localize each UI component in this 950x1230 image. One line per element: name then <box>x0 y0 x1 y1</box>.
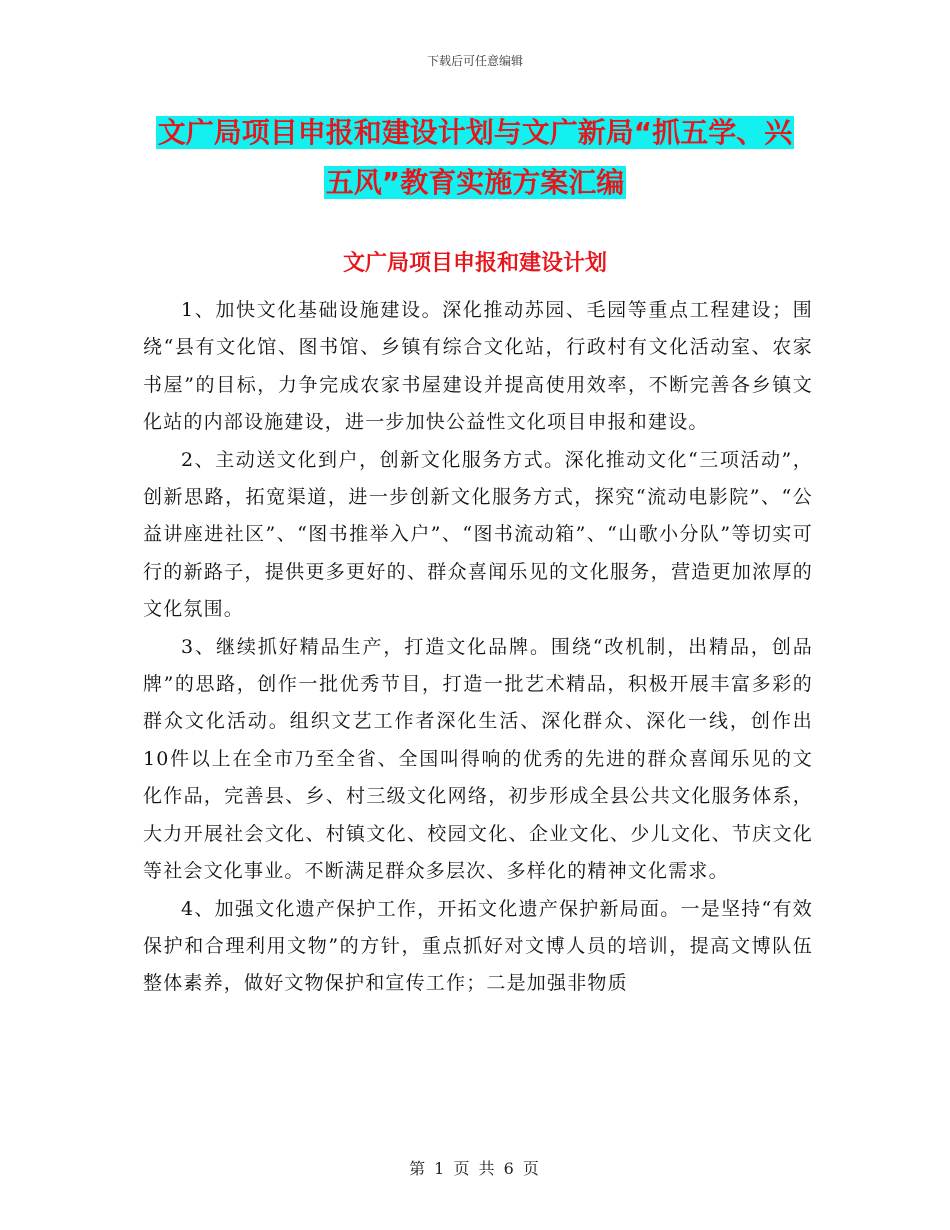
page-number-footer: 第 1 页 共 6 页 <box>409 1159 541 1178</box>
document-body <box>143 292 813 1003</box>
section-heading: 文广局项目申报和建设计划 <box>342 251 607 276</box>
paragraph-4: 4、加强文化遗产保护工作，开拓文化遗产保护新局面。一是坚持“有效保护和合理利用文物”的方针，重点抓好对文博人员的培训，提高文博队伍整体素养，做好文物保护和宣传工作；二是加强非物质 <box>143 897 813 995</box>
paragraph-1: 1、加快文化基础设施建设。深化推动苏园、毛园等重点工程建设；围绕“县有文化馆、图书馆、乡镇有综合文化站，行政村有文化活动室、农家书屋”的目标，力争完成农家书屋建设并提高使用效率，不断完善各乡镇文化站的内部设施建设，进一步加快公益性文化项目申报和建设。 <box>143 299 813 434</box>
paragraph-3: 3、继续抓好精品生产，打造文化品牌。围绕“改机制，出精品，创品牌”的思路，创作一批优秀节目，打造一批艺术精品，积极开展丰富多彩的群众文化活动。组织文艺工作者深化生活、深化群众、深化一线，创作出10件以上在全市乃至全省、全国叫得响的优秀的先进的群众喜闻乐见的文化作品，完善县、乡、村三级文化网络，初步形成全县公共文化服务体系，大力开展社会文化、村镇文化、校园文化、企业文化、少儿文化、节庆文化等社会文化事业。不断满足群众多层次、多样化的精神文化需求。 <box>143 635 813 883</box>
page-header-note: 下载后可任意编辑 <box>426 54 523 68</box>
document-title-line-1: 文广局项目申报和建设计划与文广新局“抓五学、兴 <box>157 116 793 149</box>
document-title <box>150 108 800 208</box>
document-title-line-2: 五风”教育实施方案汇编 <box>325 166 625 199</box>
paragraph-2: 2、主动送文化到户，创新文化服务方式。深化推动文化“三项活动”，创新思路，拓宽渠道，进一步创新文化服务方式，探究“流动电影院”、“公益讲座进社区”、“图书推举入户”、“图书流动箱”、“山歌小分队”等切实可行的新路子，提供更多更好的、群众喜闻乐见的文化服务，营造更加浓厚的文化氛围。 <box>143 448 813 621</box>
